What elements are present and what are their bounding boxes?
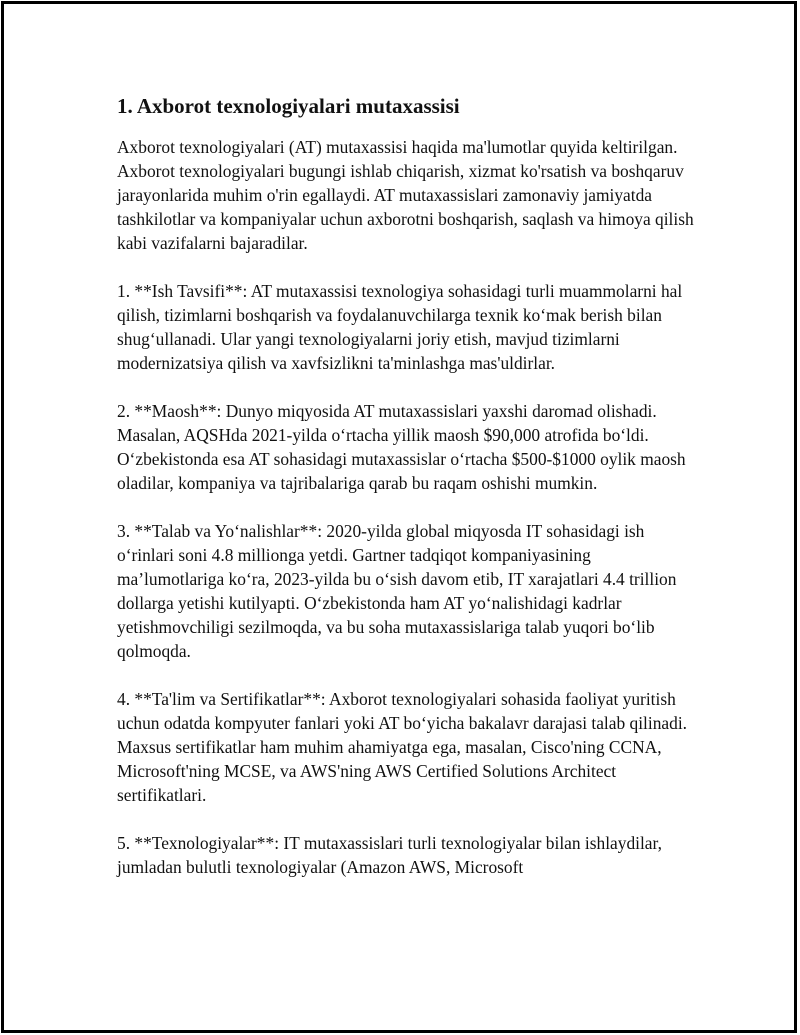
paragraph-job-description: 1. **Ish Tavsifi**: AT mutaxassisi texnologiya sohasidagi turli muammolarni hal qilish, tizimlarni boshqarish va foydalanuvchilarga texnik ko‘mak berish bilan shug‘ullanadi. Ular yangi texnologiyalarni joriy etish, mavjud tizimlarni modernizatsiya qilish va xavfsizlikni ta'minlashga mas'uldirlar.: [117, 281, 683, 373]
document-heading: 1. Axborot texnologiyalari mutaxassisi: [117, 94, 460, 118]
paragraph-technologies: 5. **Texnologiyalar**: IT mutaxassislari turli texnologiyalar bilan ishlaydilar, jumladan bulutli texnologiyalar (Amazon AWS, Microsoft: [117, 833, 662, 877]
paragraph-demand: 3. **Talab va Yo‘nalishlar**: 2020-yilda global miqyosda IT sohasidagi ish o‘rinlari soni 4.8 millionga yetdi. Gartner tadqiqot kompaniyasining ma’lumotlariga ko‘ra, 2023-yilda bu o‘sish davom etib, IT xarajatlari 4.4 trillion dollarga yetishi kutilyapti. O‘zbekistonda ham AT yo‘nalishidagi kadrlar yetishmovchiligi sezilmoqda, va bu soha mutaxassislariga talab yuqori bo‘lib qolmoqda.: [117, 521, 677, 661]
paragraph-salary: 2. **Maosh**: Dunyo miqyosida AT mutaxassislari yaxshi daromad olishadi. Masalan, AQSHda 2021-yilda o‘rtacha yillik maosh $90,000 atrofida bo‘ldi. O‘zbekistonda esa AT sohasidagi mutaxassislar o‘rtacha $500-$1000 oylik maosh oladilar, kompaniya va tajribalariga qarab bu raqam oshishi mumkin.: [117, 401, 686, 493]
paragraph-education: 4. **Ta'lim va Sertifikatlar**: Axborot texnologiyalari sohasida faoliyat yuritish uchun odatda kompyuter fanlari yoki AT bo‘yicha bakalavr darajasi talab qilinadi. Maxsus sertifikatlar ham muhim ahamiyatga ega, masalan, Cisco'ning CCNA, Microsoft'ning MCSE, va AWS'ning AWS Certified Solutions Architect sertifikatlari.: [117, 689, 688, 805]
intro-paragraph: Axborot texnologiyalari (AT) mutaxassisi haqida ma'lumotlar quyida keltirilgan. Axborot texnologiyalari bugungi ishlab chiqarish, xizmat ko'rsatish va boshqaruv jarayonlarida muhim o'rin egallaydi. AT mutaxassislari zamonaviy jamiyatda tashkilotlar va kompaniyalar uchun axborotni boshqarish, saqlash va himoya qilish kabi vazifalarni bajaradilar.: [117, 137, 694, 253]
document-body: [117, 91, 697, 903]
